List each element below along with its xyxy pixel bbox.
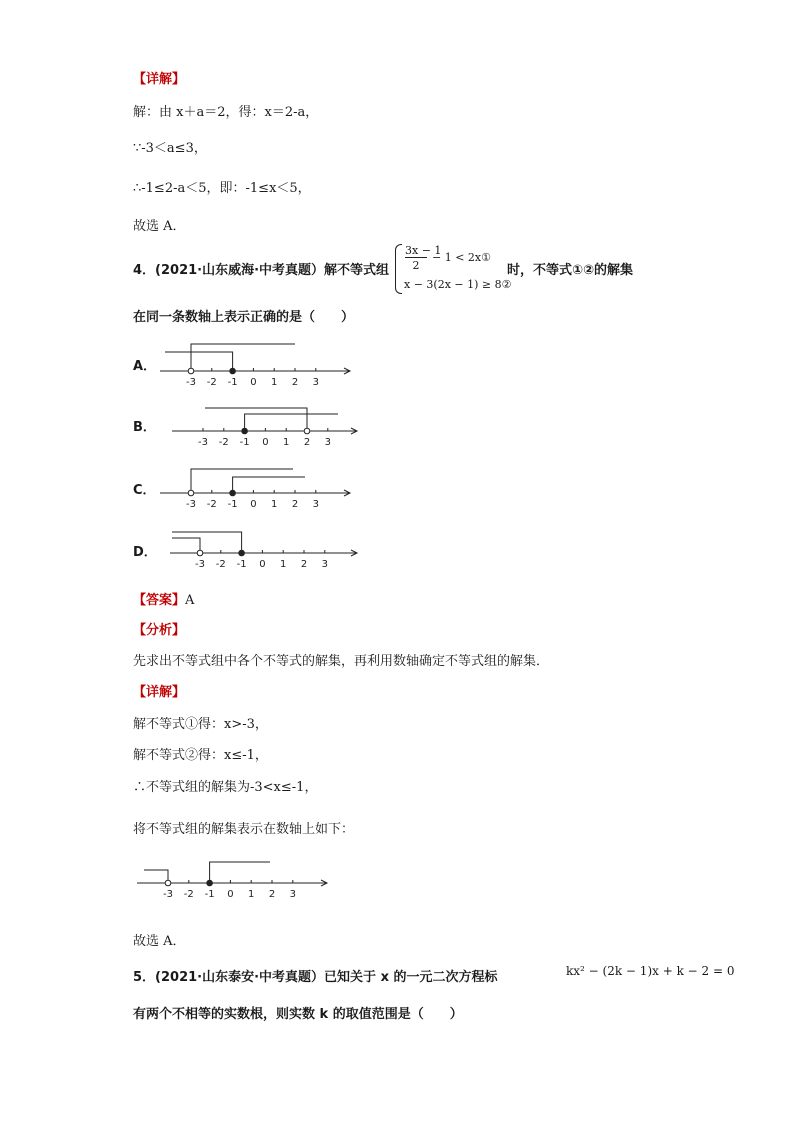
number-line-c-tick-label: 3 bbox=[312, 499, 319, 510]
number-line-a-tick-label: 3 bbox=[312, 377, 319, 388]
number-line-a-ray bbox=[165, 352, 233, 368]
q4-detail-line-2: 解不等式②得：x≤-1， bbox=[133, 748, 268, 763]
number-line-d-tick-label: -3 bbox=[195, 559, 205, 570]
number-line-ans-ray bbox=[210, 862, 270, 880]
answer-value: A bbox=[185, 593, 195, 608]
answer-tag: 【答案】 bbox=[133, 593, 186, 608]
number-line-d-open-dot bbox=[197, 550, 203, 556]
q4-detail-line-3: ∴不等式组的解集为-3<x≤-1， bbox=[133, 780, 318, 795]
number-line-ans-tick-label: -2 bbox=[183, 889, 194, 900]
number-line-d-ray bbox=[172, 538, 200, 550]
detail-tag: 【详解】 bbox=[133, 72, 186, 87]
option-d-label[interactable]: D． bbox=[133, 545, 157, 560]
number-line-ans-closed-dot bbox=[207, 880, 213, 886]
number-line-c-tick-label: 1 bbox=[271, 499, 278, 510]
q4-ineq1-denominator: 2 bbox=[412, 259, 420, 272]
number-line-ans-tick-label: -1 bbox=[204, 889, 215, 900]
number-line-d-tick-label: -2 bbox=[215, 559, 226, 570]
number-line-b-tick-label: -1 bbox=[239, 437, 250, 448]
number-line-ans-ray bbox=[144, 870, 168, 880]
number-line-ans-tick-label: 2 bbox=[268, 889, 276, 900]
q4-lead: 4．(2021·山东威海·中考真题）解不等式组 bbox=[133, 263, 390, 278]
number-line-c-closed-dot bbox=[230, 490, 236, 496]
number-line-c-tick-label: 2 bbox=[291, 499, 299, 510]
solution-line-2: ∵-3＜a≤3， bbox=[133, 141, 207, 156]
q4-ineq1-numerator: 3x − 1 bbox=[405, 244, 442, 257]
number-line-d-tick-label: 1 bbox=[280, 559, 287, 570]
solution-line-1: 解：由 x＋a＝2，得：x＝2-a， bbox=[133, 105, 319, 120]
number-line-b-tick-label: -2 bbox=[218, 437, 229, 448]
number-line-c-ray bbox=[191, 469, 293, 490]
q4-detail-line-4: 将不等式组的解集表示在数轴上如下： bbox=[133, 822, 355, 837]
number-line-c-open-dot bbox=[188, 490, 194, 496]
solution-line-3: ∴-1≤2-a＜5，即：-1≤x＜5， bbox=[133, 181, 311, 196]
q4-detail-line-5: 故选 A． bbox=[133, 934, 186, 949]
q4-detail-tag: 【详解】 bbox=[133, 685, 186, 700]
number-line-d-tick-label: 0 bbox=[259, 559, 266, 570]
number-line-a-tick-label: -3 bbox=[186, 377, 196, 388]
number-line-b-tick-label: 1 bbox=[283, 437, 290, 448]
number-line-d-tick-label: 2 bbox=[300, 559, 308, 570]
number-line-d-ray bbox=[172, 532, 242, 550]
number-line-d-tick-label: -1 bbox=[236, 559, 247, 570]
answer-row bbox=[133, 589, 194, 608]
number-line-ans-tick-label: 1 bbox=[248, 889, 255, 900]
option-a-label[interactable]: A． bbox=[133, 359, 157, 374]
q5-equation: kx² − (2k − 1)x + k − 2 = 0 bbox=[566, 964, 735, 978]
q4-ineq1-rest: − 1 < 2x① bbox=[432, 251, 491, 264]
number-line-b-tick-label: 0 bbox=[262, 437, 269, 448]
number-line-a-tick-label: 2 bbox=[291, 377, 299, 388]
number-line-ans-tick-label: 3 bbox=[289, 889, 296, 900]
number-line-a-open-dot bbox=[188, 368, 194, 374]
number-line-d-closed-dot bbox=[239, 550, 245, 556]
number-line-b-tick-label: -3 bbox=[198, 437, 208, 448]
option-b-label[interactable]: B． bbox=[133, 420, 156, 435]
solution-line-4: 故选 A． bbox=[133, 219, 186, 234]
q4-ineq2: x − 3(2x − 1) ≥ 8② bbox=[404, 278, 512, 291]
number-line-b-ray bbox=[205, 408, 307, 428]
q5-line2: 有两个不相等的实数根，则实数 k 的取值范围是（ ） bbox=[133, 1007, 463, 1022]
q4-detail-line-1: 解不等式①得：x>-3， bbox=[133, 717, 268, 732]
number-line-a-tick-label: 1 bbox=[271, 377, 278, 388]
number-line-a-tick-label: 0 bbox=[250, 377, 257, 388]
number-line-c-tick-label: -1 bbox=[227, 499, 238, 510]
number-line-b-closed-dot bbox=[242, 428, 248, 434]
number-line-c-tick-label: -3 bbox=[186, 499, 196, 510]
number-line-b-ray bbox=[245, 414, 338, 428]
number-line-ans-tick-label: -3 bbox=[163, 889, 173, 900]
number-line-b-tick-label: 2 bbox=[303, 437, 311, 448]
number-line-c-ray bbox=[233, 477, 305, 490]
analysis-tag: 【分析】 bbox=[133, 623, 186, 638]
number-line-a-tick-label: -1 bbox=[227, 377, 238, 388]
number-line-ans-open-dot bbox=[165, 880, 171, 886]
number-line-b-tick-label: 3 bbox=[324, 437, 331, 448]
option-c-label[interactable]: C． bbox=[133, 483, 156, 498]
q4-line2: 在同一条数轴上表示正确的是（ ） bbox=[133, 310, 355, 325]
number-line-a-ray bbox=[191, 344, 295, 368]
q4-tail: 时，不等式①②的解集 bbox=[507, 263, 634, 278]
number-line-a-tick-label: -2 bbox=[206, 377, 217, 388]
analysis-text: 先求出不等式组中各个不等式的解集，再利用数轴确定不等式组的解集． bbox=[133, 654, 550, 669]
number-line-a-closed-dot bbox=[230, 368, 236, 374]
number-line-ans-tick-label: 0 bbox=[227, 889, 234, 900]
number-line-b-open-dot bbox=[304, 428, 310, 434]
q5-lead: 5．(2021·山东泰安·中考真题）已知关于 x 的一元二次方程标 bbox=[133, 970, 498, 985]
number-line-c-tick-label: -2 bbox=[206, 499, 217, 510]
number-line-d-tick-label: 3 bbox=[321, 559, 328, 570]
number-line-c-tick-label: 0 bbox=[250, 499, 257, 510]
